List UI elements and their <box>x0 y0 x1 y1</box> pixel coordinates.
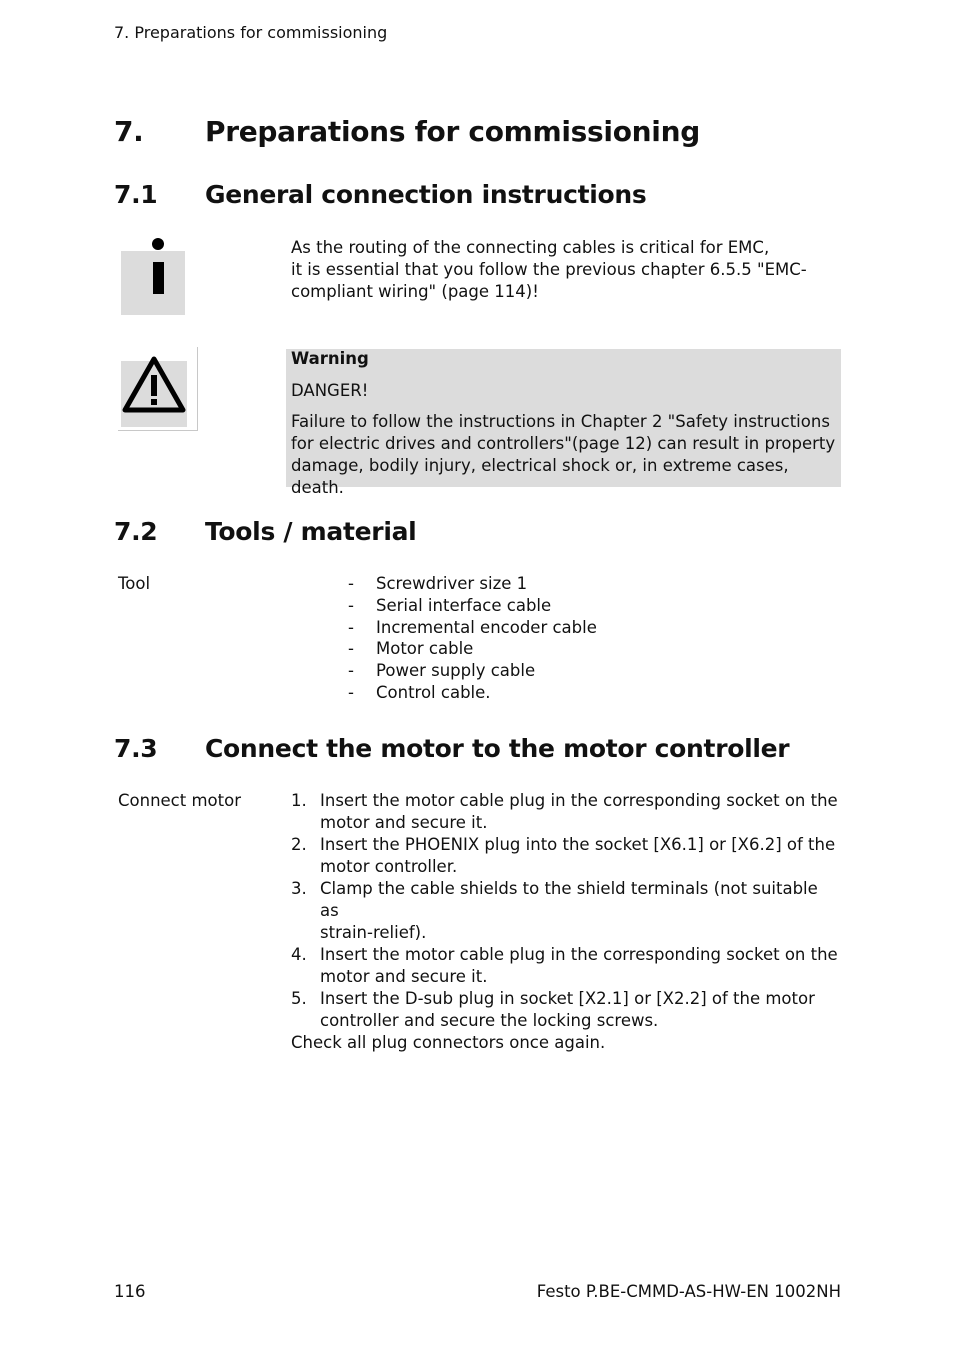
list-item <box>291 988 841 1032</box>
list-item-text: Motor cable <box>376 639 474 659</box>
info-line: As the routing of the connecting cables is critical for EMC, <box>291 238 770 257</box>
warning-icon-frame <box>118 347 198 431</box>
bullet-dash: - <box>348 661 354 681</box>
warning-title: Warning <box>291 349 369 368</box>
list-item-text: Incremental encoder cable <box>376 617 597 637</box>
chapter-title: Preparations for commissioning <box>205 115 700 148</box>
chapter-number: 7. <box>114 115 144 148</box>
list-item-text: Power supply cable <box>376 661 536 681</box>
step-line: motor and secure it. <box>320 813 488 832</box>
connect-motor-label: Connect motor <box>118 791 241 810</box>
warning-line: for electric drives and controllers"(page 12) can result in property <box>291 434 836 453</box>
step-number: 5. <box>291 989 307 1008</box>
info-icon-dot <box>152 238 164 250</box>
warning-box <box>286 349 841 497</box>
step-number: 1. <box>291 791 307 810</box>
list-item <box>291 790 841 834</box>
list-item-text: Serial interface cable <box>376 595 552 615</box>
warning-body <box>291 411 841 499</box>
step-line: Insert the PHOENIX plug into the socket [X6.1] or [X6.2] of the <box>320 835 836 854</box>
list-item <box>348 595 828 617</box>
closing-note: Check all plug connectors once again. <box>291 1033 606 1052</box>
step-line: Insert the motor cable plug in the corresponding socket on the <box>320 945 838 964</box>
list-item <box>291 834 841 878</box>
page-number: 116 <box>114 1282 146 1301</box>
list-item <box>291 944 841 988</box>
info-text <box>291 237 807 303</box>
bullet-dash: - <box>348 682 354 702</box>
section-2-title: Tools / material <box>205 517 417 546</box>
warning-triangle-icon <box>121 361 187 427</box>
list-item <box>348 638 828 660</box>
step-line: controller and secure the locking screws. <box>320 1011 659 1030</box>
step-line: Clamp the cable shields to the shield terminals (not suitable as <box>320 879 818 920</box>
steps-list <box>291 790 841 1054</box>
step-line: strain-relief). <box>320 923 427 942</box>
section-3-title: Connect the motor to the motor controller <box>205 734 790 763</box>
step-number: 3. <box>291 879 307 898</box>
bullet-dash: - <box>348 617 354 637</box>
bullet-dash: - <box>348 639 354 659</box>
list-item-text: Screwdriver size 1 <box>376 574 528 593</box>
list-item <box>291 878 841 944</box>
list-item <box>348 573 828 595</box>
tool-list <box>348 573 828 704</box>
section-2-number: 7.2 <box>114 517 158 546</box>
section-3-number: 7.3 <box>114 734 158 763</box>
warning-danger: DANGER! <box>291 381 369 400</box>
warning-line: damage, bodily injury, electrical shock or, in extreme cases, death. <box>291 456 789 497</box>
running-header: 7. Preparations for commissioning <box>114 23 388 42</box>
step-line: motor controller. <box>320 857 458 876</box>
step-number: 4. <box>291 945 307 964</box>
tool-label: Tool <box>118 574 151 593</box>
list-item-text: Control cable. <box>376 682 491 702</box>
list-item <box>348 682 828 704</box>
section-1-title: General connection instructions <box>205 180 647 209</box>
step-line: Insert the motor cable plug in the corresponding socket on the <box>320 791 838 810</box>
warning-line: Failure to follow the instructions in Chapter 2 "Safety instructions <box>291 412 830 431</box>
bullet-dash: - <box>348 595 354 615</box>
bullet-dash: - <box>348 574 354 593</box>
section-1-number: 7.1 <box>114 180 158 209</box>
info-icon <box>121 251 185 315</box>
step-line: motor and secure it. <box>320 967 488 986</box>
document-id: Festo P.BE-CMMD-AS-HW-EN 1002NH <box>536 1282 841 1301</box>
info-line: compliant wiring" (page 114)! <box>291 282 539 301</box>
info-line: it is essential that you follow the previous chapter 6.5.5 "EMC- <box>291 260 807 279</box>
step-line: Insert the D-sub plug in socket [X2.1] or [X2.2] of the motor <box>320 989 815 1008</box>
list-item <box>348 660 828 682</box>
step-number: 2. <box>291 835 307 854</box>
list-item <box>348 617 828 639</box>
